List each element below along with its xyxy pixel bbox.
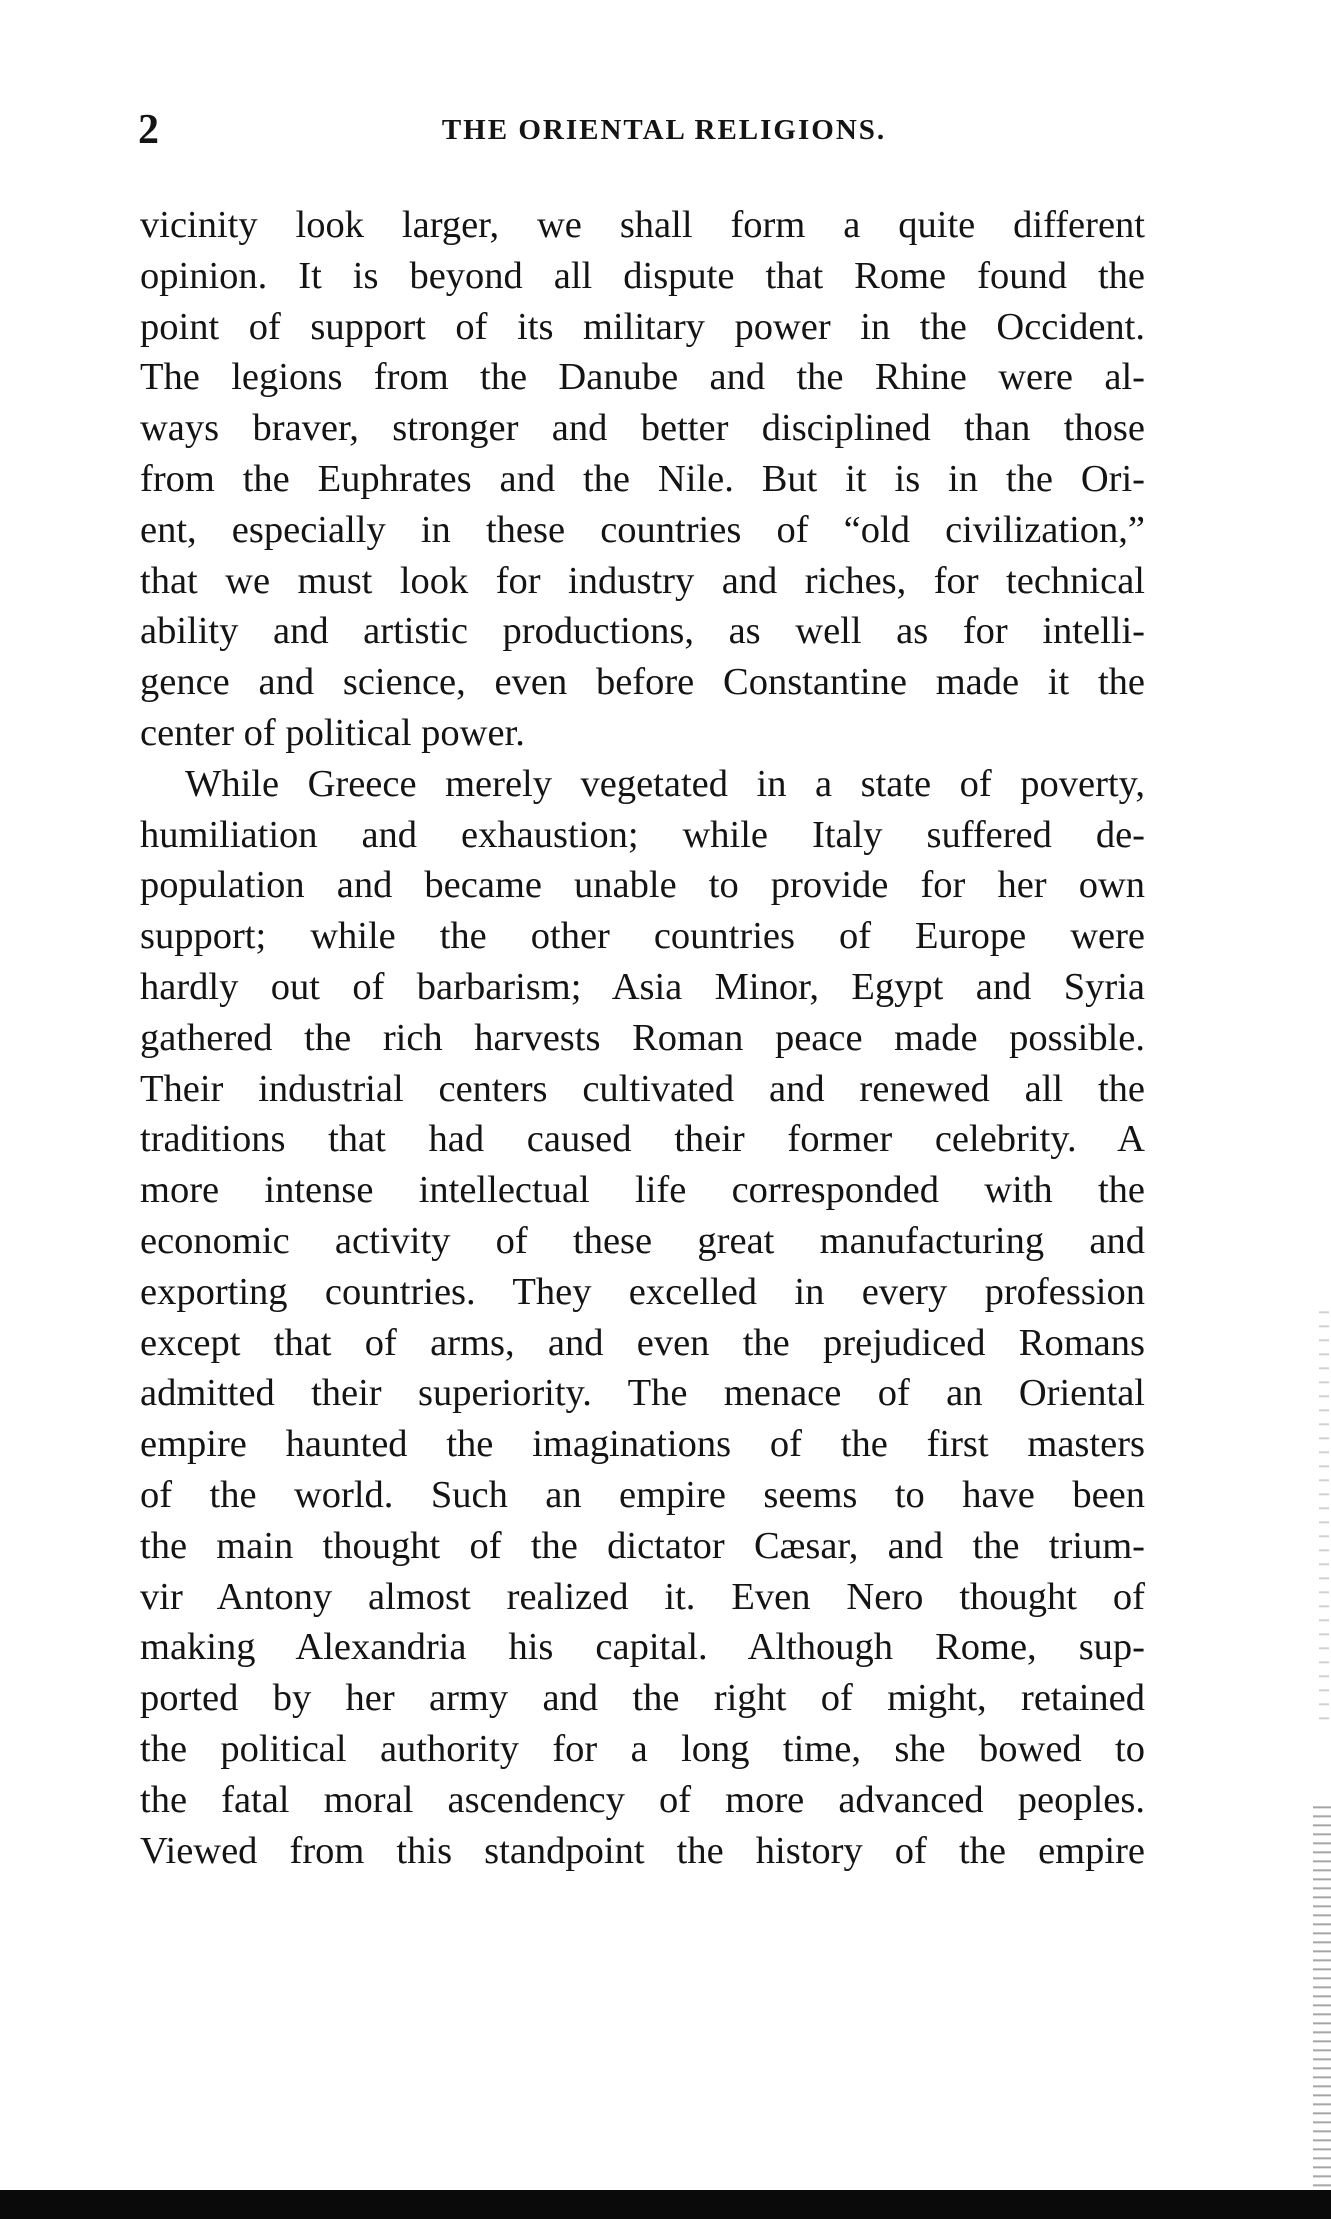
running-head: THE ORIENTAL RELIGIONS. — [441, 114, 887, 146]
text-line: center of political power. — [140, 711, 525, 754]
text-line: economic activity of these great manufacturing and — [140, 1219, 1145, 1262]
text-line: that we must look for industry and riches, for technical — [140, 559, 1145, 602]
text-line: the main thought of the dictator Cæsar, and the trium- — [140, 1524, 1145, 1567]
text-line: except that of arms, and even the prejudiced Romans — [140, 1321, 1145, 1364]
text-line: ways braver, stronger and better disciplined than those — [140, 407, 1145, 450]
text-line: gathered the rich harvests Roman peace made possible. — [140, 1016, 1145, 1059]
text-line: of the world. Such an empire seems to have been — [140, 1473, 1145, 1516]
body-text — [140, 200, 1145, 1876]
page-edge-speckle — [1313, 1800, 1331, 2190]
text-line: vicinity look larger, we shall form a quite different — [140, 204, 1145, 246]
text-line: ability and artistic productions, as well as for intelli- — [140, 610, 1145, 653]
text-line: admitted their superiority. The menace of an Oriental — [140, 1372, 1145, 1415]
text-line: empire haunted the imaginations of the first masters — [140, 1423, 1145, 1466]
text-line: making Alexandria his capital. Although Rome, sup- — [140, 1626, 1145, 1669]
text-line: support; while the other countries of Europe were — [140, 915, 1145, 958]
text-line: humiliation and exhaustion; while Italy suffered de- — [140, 813, 1145, 856]
text-line: from the Euphrates and the Nile. But it is in the Ori- — [140, 457, 1145, 500]
text-line: vir Antony almost realized it. Even Nero thought of — [140, 1575, 1145, 1618]
text-line: ported by her army and the right of might, retained — [140, 1677, 1145, 1720]
text-line: The legions from the Danube and the Rhine were al- — [140, 356, 1145, 399]
text-line: traditions that had caused their former celebrity. A — [140, 1118, 1145, 1161]
text-line: exporting countries. They excelled in every profession — [140, 1270, 1145, 1313]
page-edge-speckle — [1319, 1300, 1329, 1720]
page-number: 2 — [138, 107, 159, 153]
text-line: While Greece merely vegetated in a state of poverty, — [185, 762, 1145, 805]
text-line: hardly out of barbarism; Asia Minor, Egypt and Syria — [140, 965, 1145, 1008]
text-line: ent, especially in these countries of “old civilization,” — [140, 508, 1145, 551]
text-line: Viewed from this standpoint the history of the empire — [140, 1829, 1145, 1872]
page-header — [138, 104, 1150, 156]
text-line: opinion. It is beyond all dispute that Rome found the — [140, 254, 1145, 297]
text-line: the fatal moral ascendency of more advanced peoples. — [140, 1778, 1145, 1821]
text-line: population and became unable to provide for her own — [140, 864, 1145, 907]
text-line: more intense intellectual life corresponded with the — [140, 1169, 1145, 1212]
text-line: gence and science, even before Constantine made it the — [140, 661, 1145, 704]
text-line: the political authority for a long time, she bowed to — [140, 1727, 1145, 1770]
text-line: Their industrial centers cultivated and renewed all the — [140, 1067, 1145, 1110]
text-line: point of support of its military power in the Occident. — [140, 305, 1145, 348]
scan-bottom-border — [0, 2190, 1331, 2219]
